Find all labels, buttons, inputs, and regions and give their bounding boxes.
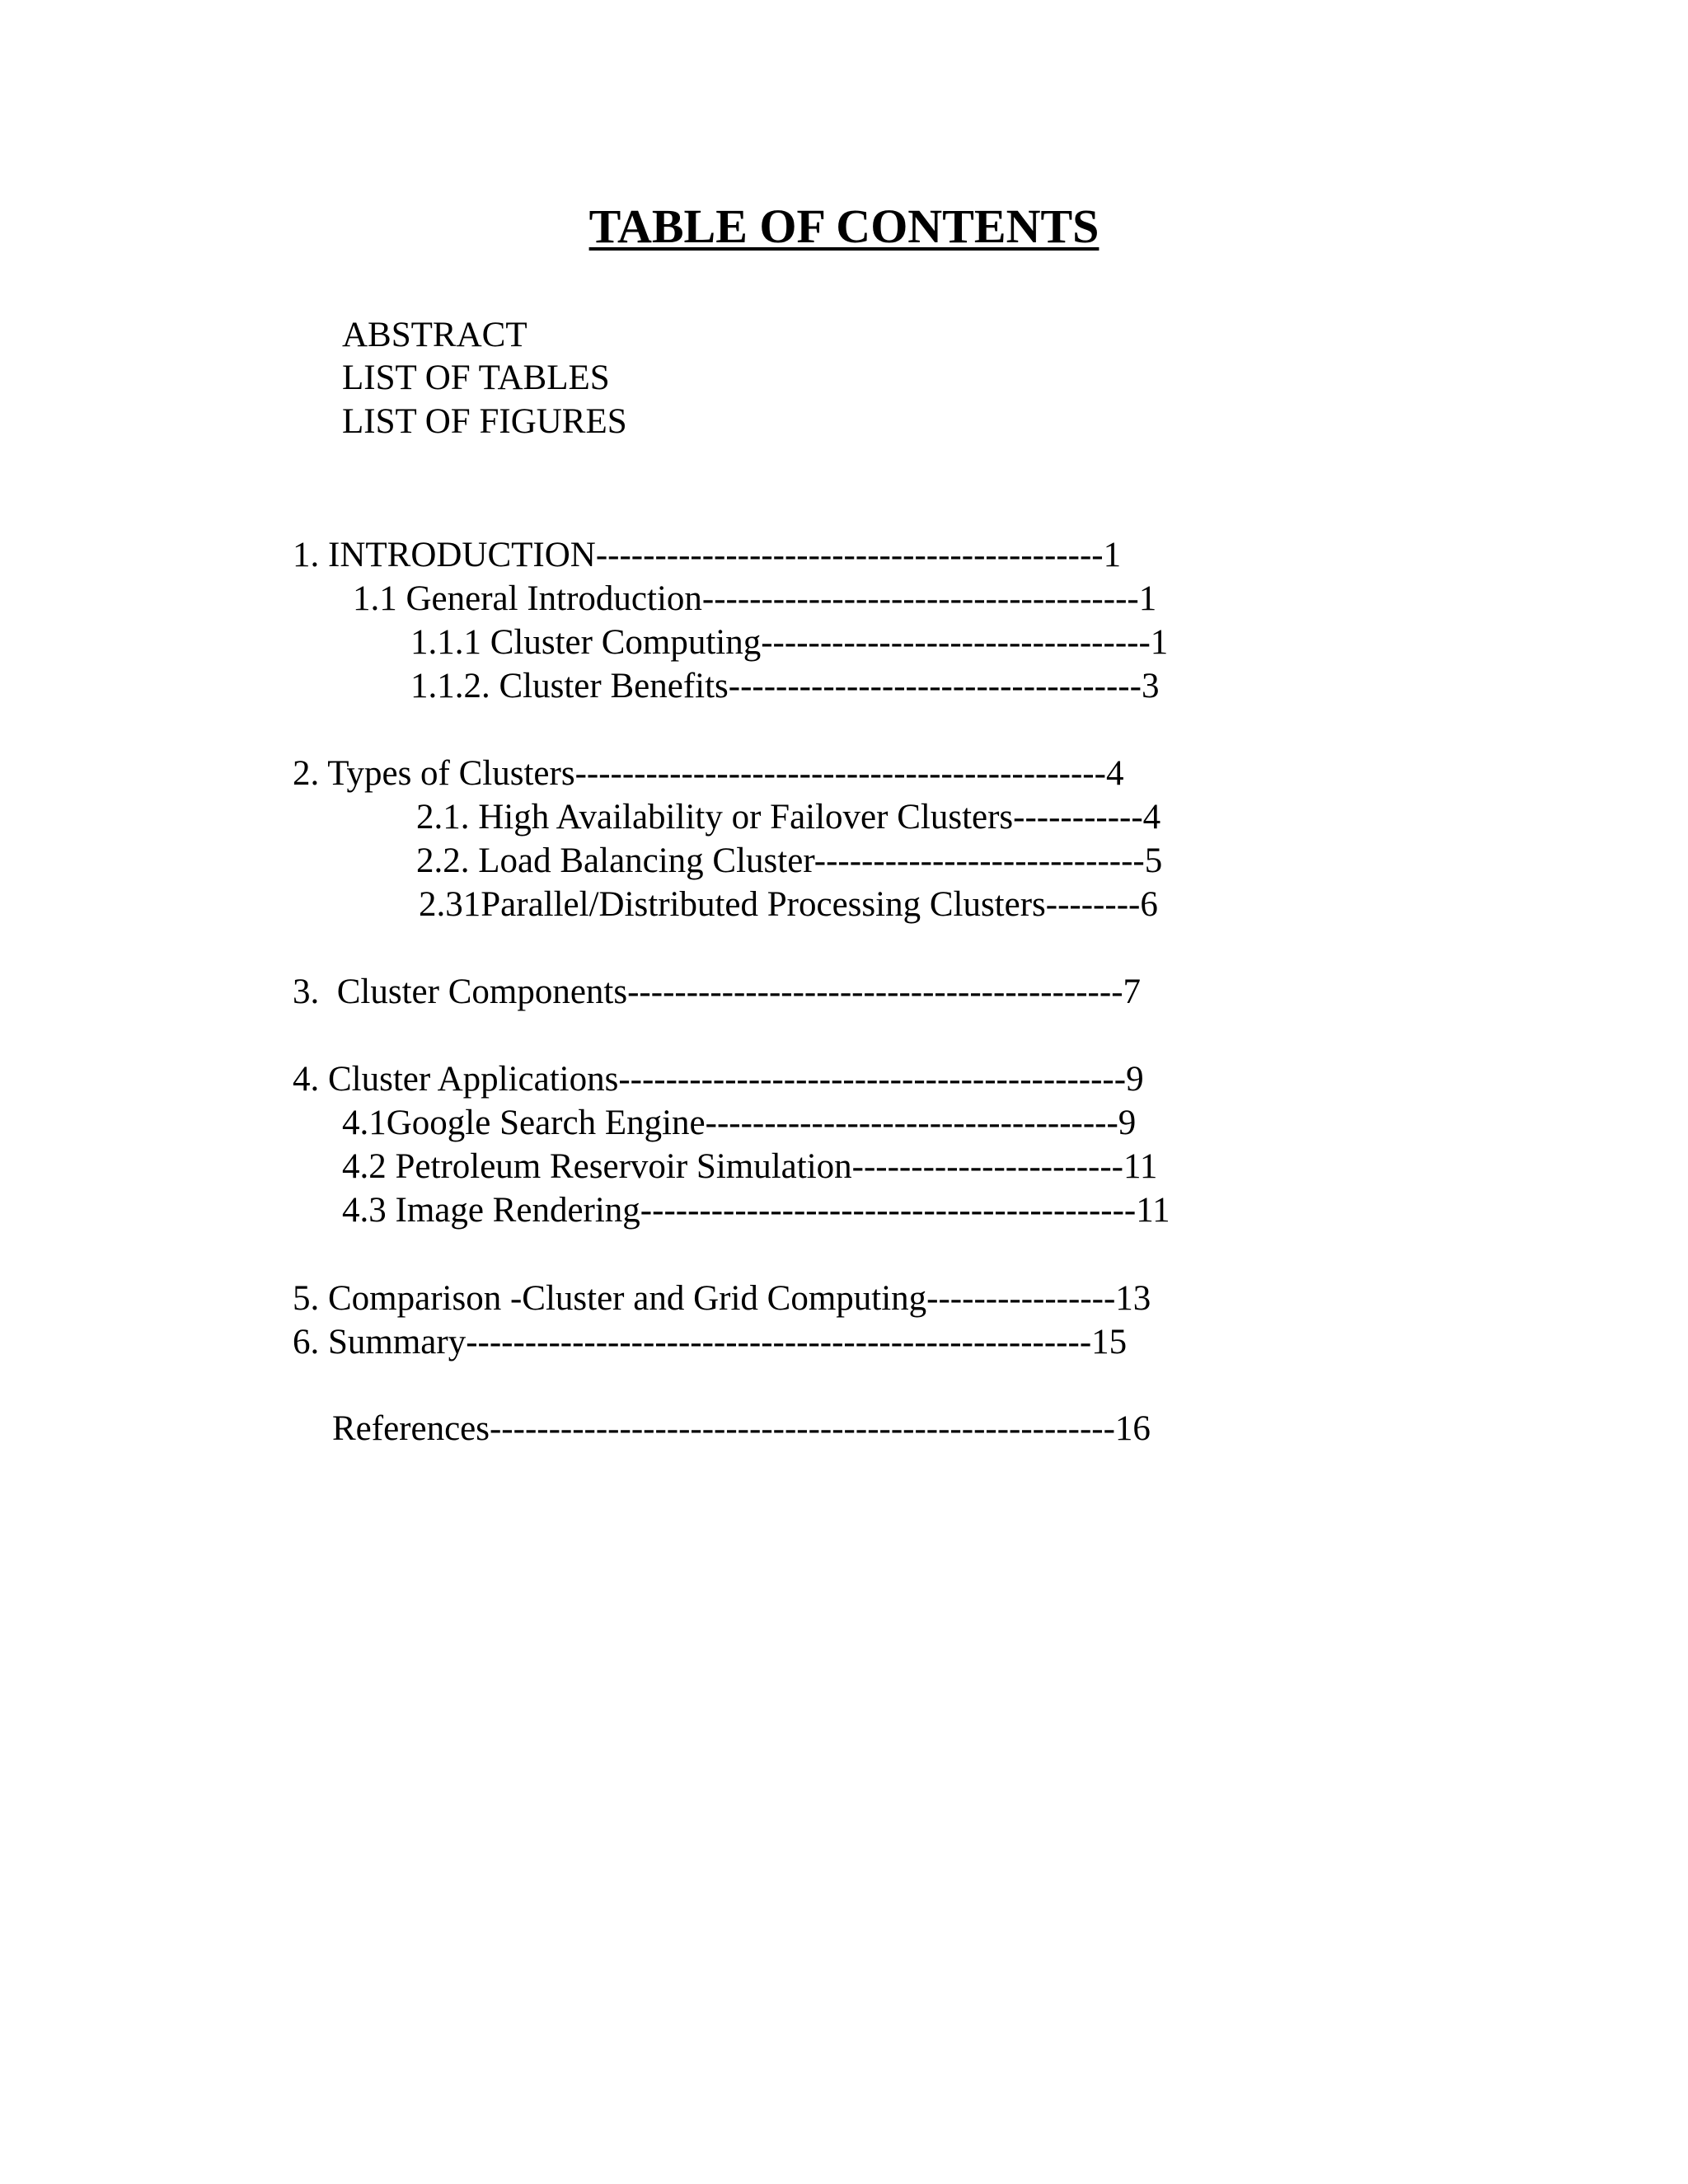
toc-entry-cluster-components: 3. Cluster Components------------------------------------------7 (293, 972, 1142, 1011)
toc-entry-references: References-----------------------------------------------------16 (332, 1409, 1151, 1448)
toc-entry-parallel-distributed: 2.31Parallel/Distributed Processing Clusters--------6 (419, 885, 1158, 924)
toc-entry-summary: 6. Summary-----------------------------------------------------15 (293, 1323, 1128, 1361)
toc-entry-cluster-computing: 1.1.1 Cluster Computing---------------------------------1 (410, 623, 1169, 662)
toc-entry-comparison: 5. Comparison -Cluster and Grid Computing----------------13 (293, 1279, 1151, 1318)
toc-entry-cluster-applications: 4. Cluster Applications-------------------------------------------9 (293, 1060, 1144, 1099)
front-matter-list-of-tables: LIST OF TABLES (342, 359, 610, 397)
toc-entry-google-search: 4.1Google Search Engine-----------------------------------9 (342, 1104, 1137, 1142)
toc-entry-petroleum-reservoir: 4.2 Petroleum Reservoir Simulation-----------------------11 (342, 1147, 1158, 1186)
page-title (0, 198, 1688, 255)
toc-entry-general-introduction: 1.1 General Introduction-------------------------------------1 (353, 579, 1157, 618)
page-title-text: TABLE OF CONTENTS (588, 199, 1100, 253)
front-matter-list-of-figures: LIST OF FIGURES (342, 402, 627, 441)
toc-entry-load-balancing: 2.2. Load Balancing Cluster----------------------------5 (416, 841, 1163, 880)
toc-entry-introduction: 1. INTRODUCTION-------------------------------------------1 (293, 536, 1122, 574)
front-matter-abstract: ABSTRACT (342, 316, 528, 354)
toc-entry-image-rendering: 4.3 Image Rendering------------------------------------------11 (342, 1191, 1170, 1230)
toc-entry-types-of-clusters: 2. Types of Clusters---------------------------------------------4 (293, 754, 1124, 793)
toc-entry-cluster-benefits: 1.1.2. Cluster Benefits-----------------------------------3 (410, 667, 1160, 705)
toc-entry-high-availability: 2.1. High Availability or Failover Clusters-----------4 (416, 798, 1161, 837)
